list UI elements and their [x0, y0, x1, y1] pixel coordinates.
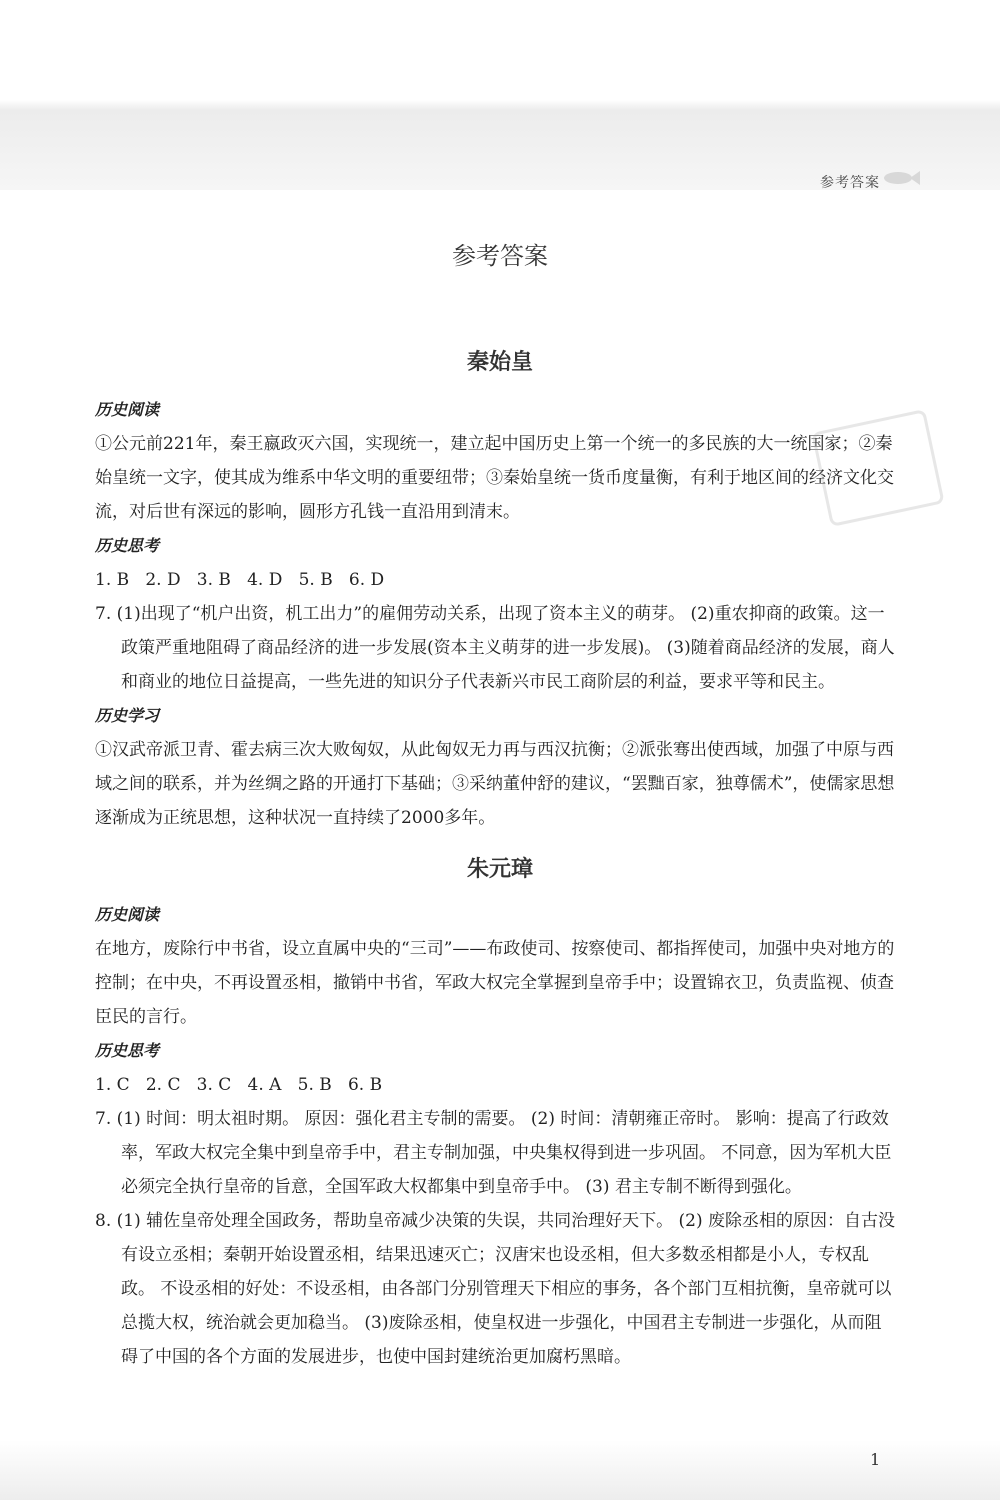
question-7-answer: 7. (1) 时间：明太祖时期。 原因：强化君主专制的需要。 (2) 时间：清朝雍正帝时。 影响：提高了行政效率，军政大权完全集中到皇帝手中，君主专制加强，中央集权得到进一步巩固。 不同意，因为军机大臣必须完全执行皇帝的旨意，全国军政大权都集中到皇帝手中。 (3) 君主专制不断得到强化。	[95, 1109, 892, 1197]
page-title: 参考答案	[452, 242, 548, 270]
fish-icon	[880, 168, 920, 188]
mc-answers: 1. B 2. D 3. B 4. D 5. B 6. D	[95, 570, 385, 590]
page-footer-band	[0, 1440, 1000, 1500]
thinking-label: 历史思考	[95, 1041, 160, 1060]
learning-text: ①汉武帝派卫青、霍去病三次大败匈奴，从此匈奴无力再与西汉抗衡；②派张骞出使西域，加强了中原与西域之间的联系，并为丝绸之路的开通打下基础；③采纳董仲舒的建议，“罢黜百家，独尊儒术”，使儒家思想逐渐成为正统思想，这种状况一直持续了2000多年。	[95, 740, 895, 828]
thinking-label: 历史思考	[95, 536, 160, 555]
reading-text: ①公元前221年，秦王嬴政灭六国，实现统一，建立起中国历史上第一个统一的多民族的大一统国家；②秦始皇统一文字，使其成为维系中华文明的重要纽带；③秦始皇统一货币度量衡，有利于地区间的经济文化交流，对后世有深远的影响，圆形方孔钱一直沿用到清末。	[95, 434, 894, 522]
learning-label: 历史学习	[95, 706, 160, 725]
page-header-band	[0, 0, 1000, 190]
section-zhuyuanzhang	[95, 898, 895, 1374]
question-7-answer: 7. (1)出现了“机户出资，机工出力”的雇佣劳动关系，出现了资本主义的萌芽。 (2)重农抑商的政策。这一政策严重地阻碍了商品经济的进一步发展(资本主义萌芽的进一步发展)。 (3)随着商品经济的发展，商人和商业的地位日益提高，一些先进的知识分子代表新兴市民工商阶层的利益，要求平等和民主。	[95, 604, 895, 692]
section-qinshihuang	[95, 393, 895, 835]
section-title-zhuyuanzhang: 朱元璋	[466, 857, 533, 882]
running-header: 参考答案	[820, 175, 880, 191]
reading-label: 历史阅读	[95, 400, 160, 419]
mc-answers: 1. C 2. C 3. C 4. A 5. B 6. B	[95, 1075, 383, 1095]
reading-text: 在地方，废除行中书省，设立直属中央的“三司”——布政使司、按察使司、都指挥使司，加强中央对地方的控制；在中央，不再设置丞相，撤销中书省，军政大权完全掌握到皇帝手中；设置锦衣卫，负责监视、侦查臣民的言行。	[95, 939, 895, 1027]
question-8-answer: 8. (1) 辅佐皇帝处理全国政务，帮助皇帝减少决策的失误，共同治理好天下。 (2) 废除丞相的原因：自古没有设立丞相；秦朝开始设置丞相，结果迅速灭亡；汉唐宋也设丞相，但大多数丞相都是小人，专权乱政。 不设丞相的好处：不设丞相，由各部门分别管理天下相应的事务，各个部门互相抗衡，皇帝就可以总揽大权，统治就会更加稳当。 (3)废除丞相，使皇权进一步强化，中国君主专制进一步强化，从而阻碍了中国的各个方面的发展进步，也使中国封建统治更加腐朽黑暗。	[95, 1211, 895, 1367]
reading-label: 历史阅读	[95, 905, 160, 924]
page-number: 1	[870, 1450, 881, 1469]
section-title-qinshihuang: 秦始皇	[466, 350, 533, 375]
